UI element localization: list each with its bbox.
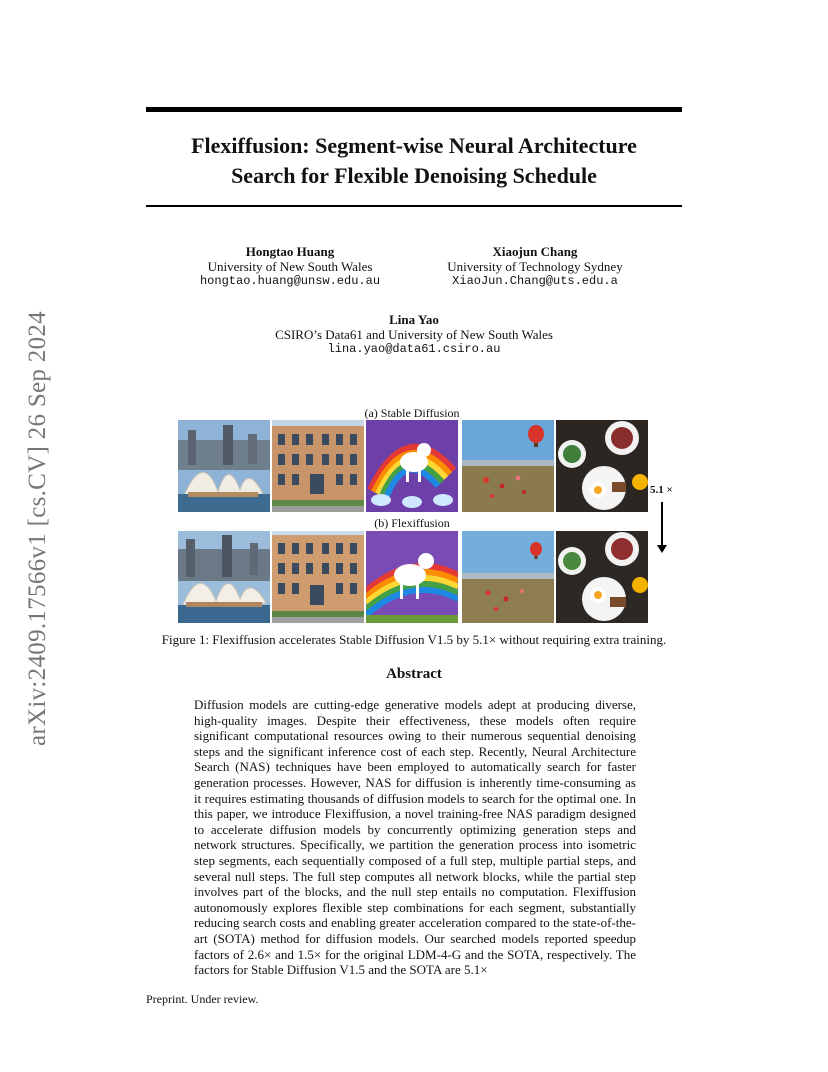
abstract-body: Diffusion models are cutting-edge generative models adept at producing diverse, high-quality images. Despite their effectiveness, these models often require significant computational resources owing to their numerous sequential denoising steps and the significant inference cost of each step. Recently, Neural Architecture Search (NAS) techniques have been employed to automatically search for faster generation processes. However, NAS for diffusion is inherently time-consuming as it requires estimating thousands of diffusion models to search for the optimal one. In this paper, we introduce Flexiffusion, a novel training-free NAS paradigm designed to accelerate diffusion models by concurrently optimizing generation steps and network structures. Specifically, we partition the generation process into isometric step segments, each sequentially composed of a full step, multiple partial steps, and several null steps. The full step computes all network blocks, while the partial step involves part of the blocks, and the null step entails no computation. Flexiffusion autonomously explores flexible step combinations for each segment, substantially reducing search costs and enabling greater acceleration compared to the state-of-the-art (SOTA) method for diffusion models. Our searched models reported speedup factors of 2.6× and 1.5× for the original LDM-4-G and the SOTA, respectively. The factors for Stable Diffusion V1.5 and the SOTA are 5.1× — [194, 697, 636, 978]
image-opera-house-b — [178, 531, 270, 623]
figure-caption: Figure 1: Flexiffusion accelerates Stable Diffusion V1.5 by 5.1× without requiring extra training. — [161, 632, 667, 647]
image-balloons-b — [462, 531, 554, 623]
author-name: Lina Yao — [389, 312, 439, 327]
author-email[interactable]: lina.yao@data61.csiro.au — [327, 342, 501, 356]
title-top-rule — [146, 107, 682, 112]
image-balloons-a — [462, 420, 554, 512]
title-line-2: Search for Flexible Denoising Schedule — [231, 163, 597, 188]
speedup-arrow-down-icon — [657, 545, 667, 553]
image-unicorn-a — [366, 420, 458, 512]
author-block-3 — [214, 312, 614, 357]
image-building-a — [272, 420, 364, 512]
paper-title — [146, 131, 682, 191]
author-name: Xiaojun Chang — [492, 244, 578, 259]
author-email[interactable]: XiaoJun.Chang@uts.edu.a — [452, 274, 618, 288]
speedup-label: 5.1 × — [650, 484, 673, 496]
author-email[interactable]: hongtao.huang@unsw.edu.au — [199, 274, 381, 288]
abstract-heading: Abstract — [386, 666, 442, 682]
image-breakfast-b — [556, 531, 648, 623]
author-affiliation: CSIRO’s Data61 and University of New South Wales — [275, 327, 553, 342]
image-opera-house-a — [178, 420, 270, 512]
figure-label-b: (b) Flexiffusion — [374, 516, 450, 530]
title-bottom-rule — [146, 205, 682, 207]
author-name: Hongtao Huang — [245, 244, 335, 259]
author-affiliation: University of New South Wales — [207, 259, 373, 274]
image-breakfast-a — [556, 420, 648, 512]
author-block-1 — [190, 244, 390, 289]
image-unicorn-b — [366, 531, 458, 623]
image-building-b — [272, 531, 364, 623]
title-line-1: Flexiffusion: Segment-wise Neural Architecture — [191, 133, 637, 158]
arxiv-side-stamp: arXiv:2409.17566v1 [cs.CV] 26 Sep 2024 — [24, 311, 51, 746]
author-affiliation: University of Technology Sydney — [447, 259, 623, 274]
speedup-arrow-line — [661, 502, 663, 546]
footer-note: Preprint. Under review. — [146, 992, 259, 1006]
figure-label-a: (a) Stable Diffusion — [364, 406, 460, 420]
author-block-2 — [435, 244, 635, 289]
